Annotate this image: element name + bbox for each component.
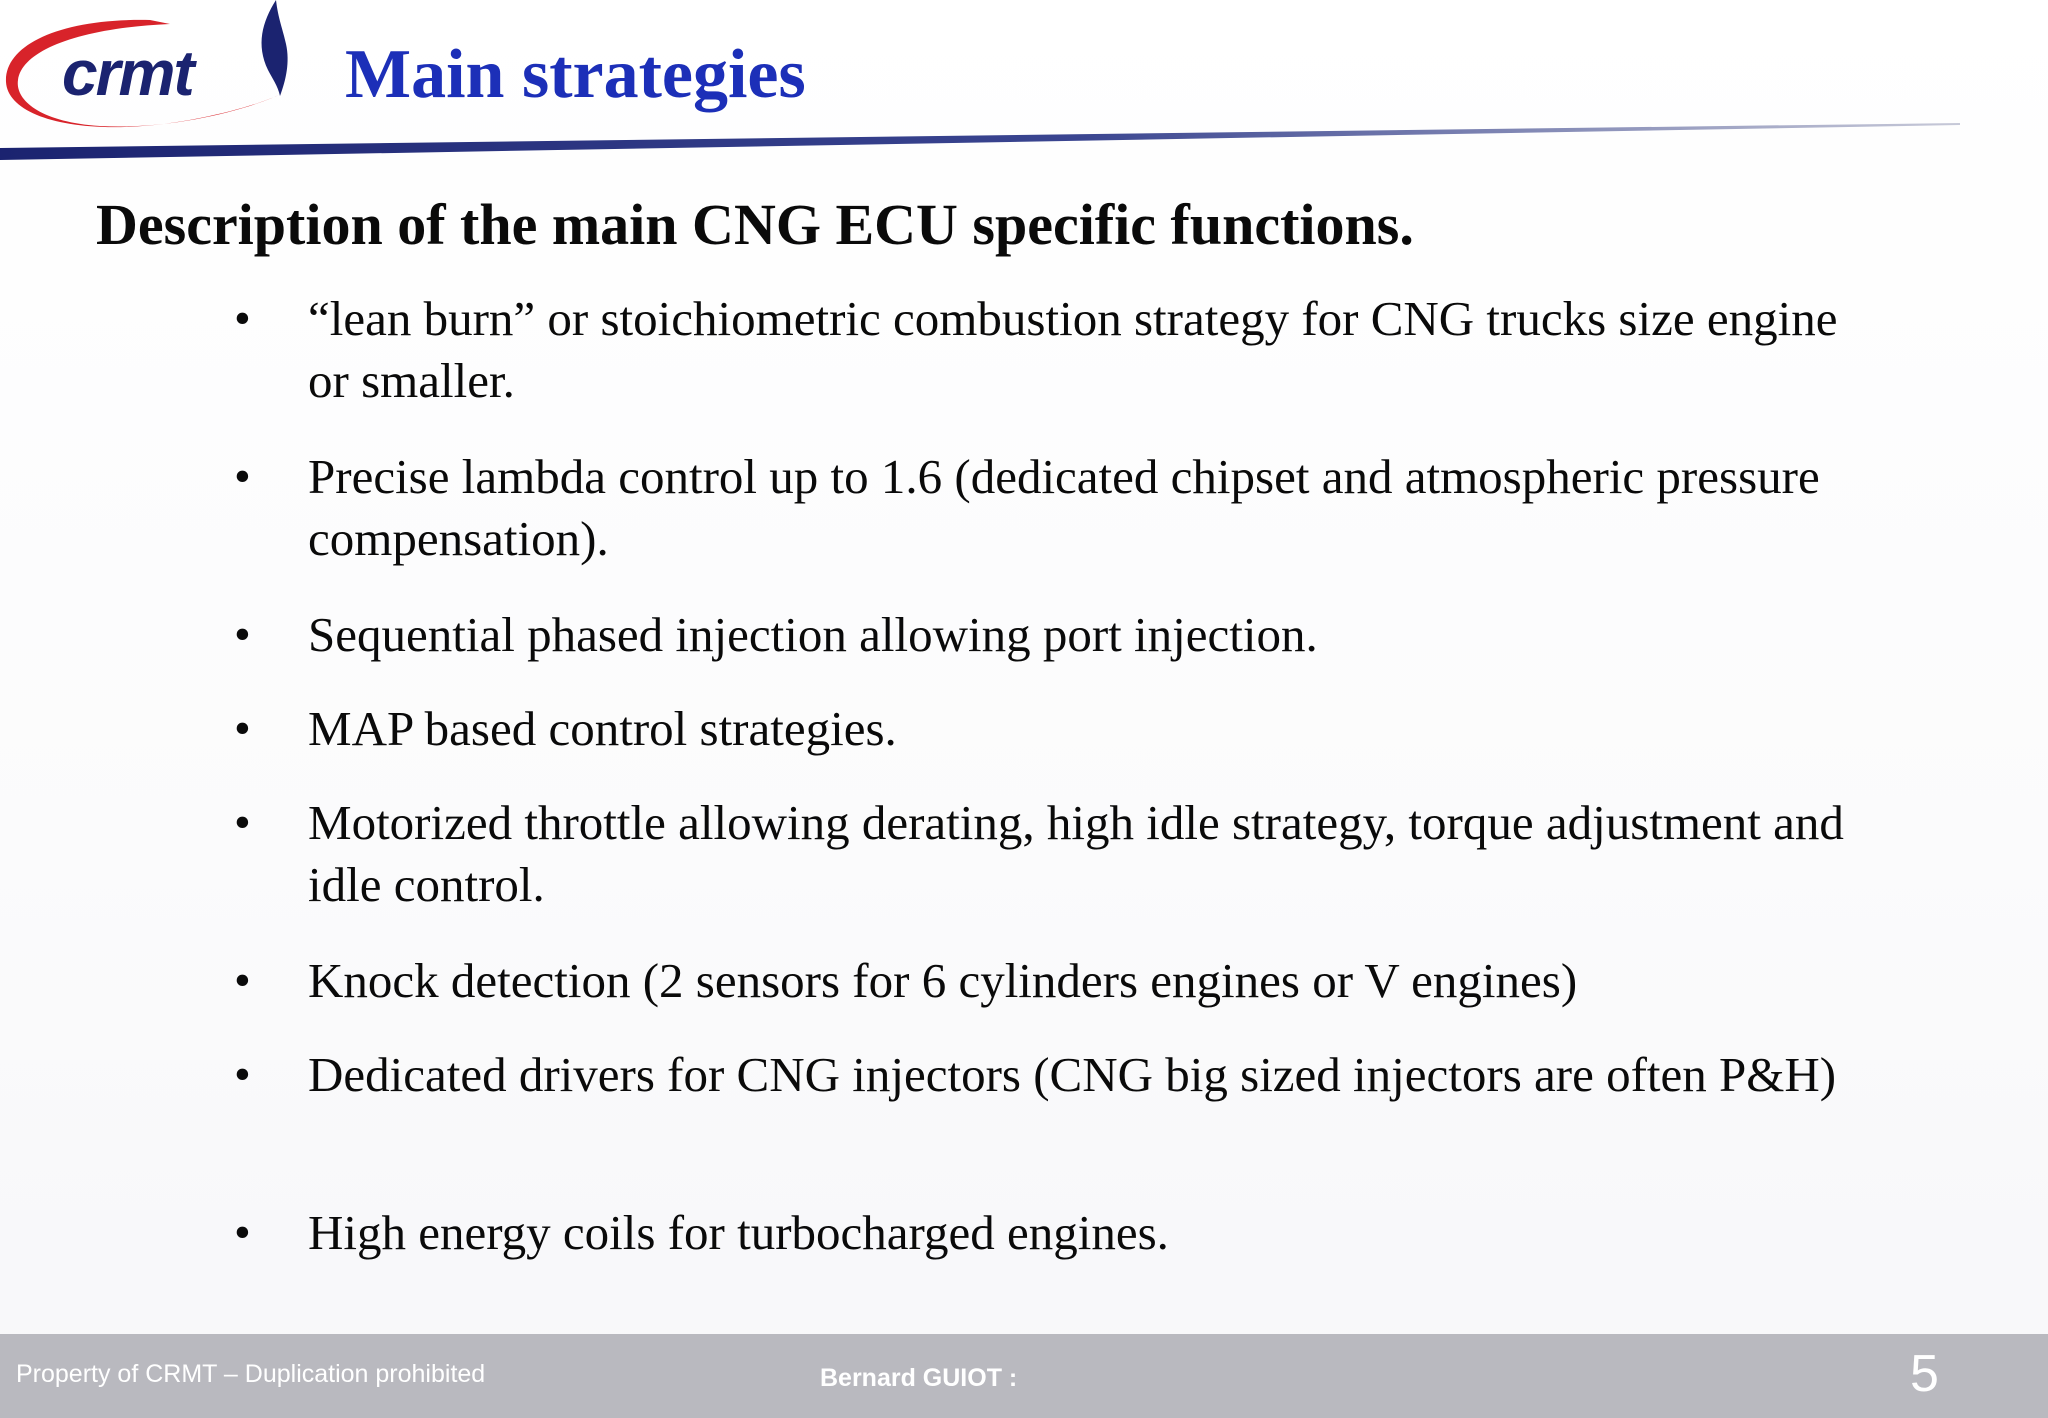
bullet-icon: • xyxy=(234,450,251,503)
header-rule xyxy=(0,118,1970,168)
bullet-icon: • xyxy=(234,796,251,849)
section-subtitle: Description of the main CNG ECU specific functions. xyxy=(96,192,1414,257)
footer-property-notice: Property of CRMT – Duplication prohibited xyxy=(16,1360,486,1388)
footer-author: Bernard GUIOT : xyxy=(820,1364,1018,1392)
bullet-text: MAP based control strategies. xyxy=(308,701,897,756)
logo-flame xyxy=(262,0,288,96)
bullet-text: Knock detection (2 sensors for 6 cylinders engines or V engines) xyxy=(308,953,1578,1008)
bullet-icon: • xyxy=(234,292,251,345)
bullet-text: Precise lambda control up to 1.6 (dedicated chipset and atmospheric pressure compensation). xyxy=(308,449,1820,566)
slide-title: Main strategies xyxy=(345,36,806,113)
bullet-icon: • xyxy=(234,1048,251,1101)
bullet-text: High energy coils for turbocharged engines. xyxy=(308,1205,1169,1260)
bullet-icon: • xyxy=(234,702,251,755)
bullet-icon: • xyxy=(234,1206,251,1259)
bullet-text: Sequential phased injection allowing port injection. xyxy=(308,607,1318,662)
bullet-text: Motorized throttle allowing derating, high idle strategy, torque adjustment and idle control. xyxy=(308,795,1844,912)
bullet-icon: • xyxy=(234,954,251,1007)
logo-text: crmt xyxy=(62,37,193,109)
bullet-text: Dedicated drivers for CNG injectors (CNG big sized injectors are often P&H) xyxy=(308,1047,1837,1102)
page-number: 5 xyxy=(1910,1345,1939,1403)
bullet-icon: • xyxy=(234,608,251,661)
bullet-text: “lean burn” or stoichiometric combustion strategy for CNG trucks size engine or smaller. xyxy=(308,291,1838,408)
slide-footer xyxy=(0,1334,2048,1418)
